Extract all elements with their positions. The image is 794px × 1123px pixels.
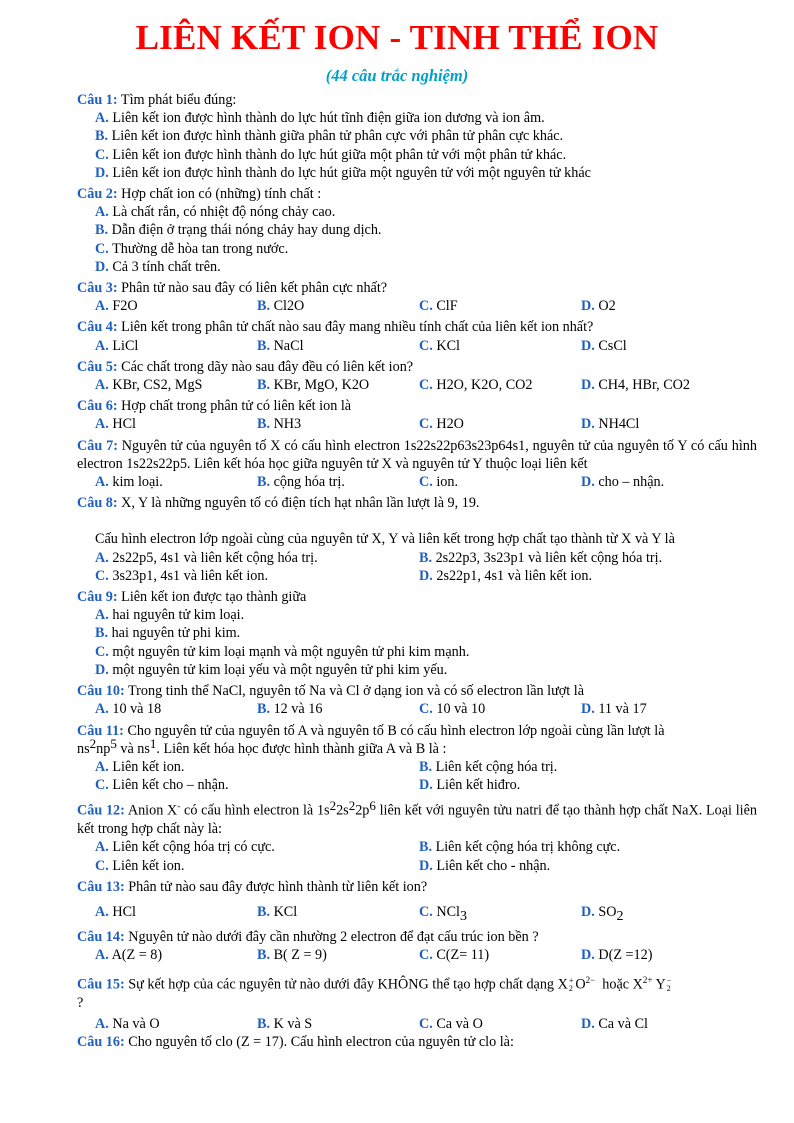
option: A. LiCl: [95, 337, 139, 354]
option: C. C(Z= 11): [419, 947, 490, 964]
option: D. Liên kết ion được hình thành do lực hút giữa một nguyên tử với một nguyên tử khác: [95, 164, 591, 181]
option: D. một nguyên tử kim loại yếu và một nguyên tử phi kim yếu.: [95, 661, 448, 678]
option: C. H2O: [419, 416, 464, 433]
option: D. Ca và Cl: [581, 1015, 648, 1032]
option: C. Liên kết ion.: [95, 857, 185, 874]
option: A. F2O: [95, 298, 138, 315]
option: D. Cả 3 tính chất trên.: [95, 258, 221, 275]
option: C. H2O, K2O, CO2: [419, 377, 533, 394]
option: C. một nguyên tử kim loại mạnh và một nguyên tử phi kim mạnh.: [95, 643, 470, 660]
option: C. KCl: [419, 337, 460, 354]
question-9: [77, 588, 757, 679]
option: B. KCl: [257, 904, 298, 921]
question-stem: Phân tử nào sau đây có liên kết phân cực nhất?: [121, 280, 388, 297]
option: A. Liên kết ion.: [95, 758, 185, 775]
option: B. B( Z = 9): [257, 947, 327, 964]
question-number: Câu 9:: [77, 589, 118, 606]
option: C. ClF: [419, 298, 458, 315]
question-stem: Trong tinh thể NaCl, nguyên tố Na và Cl ở dạng ion và có số electron lần lượt là: [128, 683, 584, 700]
option: A. 10 và 18: [95, 701, 162, 718]
question-6: [77, 397, 757, 433]
option: C. ion.: [419, 474, 459, 491]
option: D. 11 và 17: [581, 701, 647, 718]
question-14: [77, 928, 757, 964]
question-number: Câu 5:: [77, 358, 118, 375]
option: A. hai nguyên tử kim loại.: [95, 607, 245, 624]
question-number: Câu 12:: [77, 803, 125, 820]
question-8: [77, 494, 757, 585]
option: B. Cl2O: [257, 298, 305, 315]
question-stem: Cho nguyên tố clo (Z = 17). Cấu hình electron của nguyên tử clo là:: [128, 1034, 514, 1051]
option: C. Thường dễ hòa tan trong nước.: [95, 240, 289, 257]
question-stem-continued: Cấu hình electron lớp ngoài cùng của nguyên tử X, Y và liên kết trong hợp chất tạo thành từ X và Y là: [95, 531, 675, 548]
option: D. D(Z =12): [581, 947, 653, 964]
question-number: Câu 10:: [77, 683, 125, 700]
option: B. Liên kết ion được hình thành giữa phân tử phân cực với phân tử phân cực khác.: [95, 128, 564, 145]
option: B. 2s22p3, 3s23p1 và liên kết cộng hóa trị.: [419, 549, 663, 566]
option: C. Liên kết cho – nhận.: [95, 777, 229, 794]
option: D. NH4Cl: [581, 416, 640, 433]
option: B. Dẫn điện ở trạng thái nóng chảy hay dung dịch.: [95, 222, 382, 239]
option: C. NCl3: [419, 904, 467, 925]
question-stem-continued: ns2np5 và ns1. Liên kết hóa học được hình thành giữa A và B là :: [77, 735, 447, 757]
question-number: Câu 13:: [77, 878, 125, 895]
question-15: Câu 15: Sự kết hợp của các nguyên tử nào dưới đây KHÔNG thể tạo hợp chất dạng X+ 2 $O^{2-}$ hoặc $X^{2+}$ Y− 2 ? A. Na và O B. K và S C. Ca và O D. Ca và Cl: [77, 971, 757, 1033]
question-stem: Tìm phát biểu đúng:: [120, 92, 237, 108]
option: D. Liên kết hiđro.: [419, 777, 521, 794]
question-stem: Nguyên tử nào dưới đây cần nhường 2 electron để đạt cấu trúc ion bền ?: [128, 929, 539, 946]
question-1: [77, 91, 757, 182]
option: B. Liên kết cộng hóa trị.: [419, 758, 558, 775]
option: A. A(Z = 8): [95, 947, 163, 964]
question-3: [77, 279, 757, 315]
question-stem: Các chất trong dãy nào sau đây đều có liên kết ion?: [121, 358, 414, 375]
option: B. 12 và 16: [257, 701, 323, 718]
question-4: [77, 318, 757, 354]
option: D. Liên kết cho - nhận.: [419, 857, 551, 874]
option: A. Na và O: [95, 1015, 160, 1032]
question-number: Câu 16:: [77, 1034, 125, 1051]
option: B. KBr, MgO, K2O: [257, 377, 370, 394]
option: C. 3s23p1, 4s1 và liên kết ion.: [95, 567, 268, 584]
option: D. SO2: [581, 904, 624, 925]
question-number: Câu 1:: [77, 92, 118, 108]
question-number: Câu 15:: [77, 976, 125, 993]
question-number: Câu 14:: [77, 929, 125, 946]
question-stem: Hợp chất trong phân tử có liên kết ion là: [121, 398, 352, 415]
option: A. Liên kết cộng hóa trị có cực.: [95, 839, 275, 856]
question-stem: Liên kết trong phân tử chất nào sau đây mang nhiều tính chất của liên kết ion nhất?: [121, 319, 594, 336]
question-11: [77, 722, 757, 795]
question-number: Câu 8:: [77, 495, 118, 512]
option: A. KBr, CS2, MgS: [95, 377, 203, 394]
question-7: [77, 437, 757, 492]
question-5: [77, 358, 757, 394]
page-subtitle: (44 câu trắc nghiệm): [325, 66, 469, 85]
question-13: [77, 878, 757, 925]
option: A. kim loại.: [95, 474, 163, 491]
question-number: Câu 11:: [77, 722, 124, 739]
question-12: Câu 12: Anion X- có cấu hình electron là 1s22s22p6 liên kết với nguyên tửu natri để tạo thành hợp chất NaX. Loại liên kết trong hợp chất này là: A. Liên kết cộng hóa trị có cực. B. Liên kết cộng hóa trị không cực. C. Liên kết ion. D. Liên kết cho - nhận.: [77, 798, 757, 874]
question-number: Câu 2:: [77, 186, 118, 203]
option: A. Là chất rắn, có nhiệt độ nóng chảy cao.: [95, 204, 336, 221]
question-number: Câu 3:: [77, 280, 118, 297]
option: D. 2s22p1, 4s1 và liên kết ion.: [419, 567, 592, 584]
option: A. Liên kết ion được hình thành do lực hút tĩnh điện giữa ion dương và ion âm.: [95, 110, 545, 127]
question-stem: Hợp chất ion có (những) tính chất :: [121, 186, 322, 203]
option: A. 2s22p5, 4s1 và liên kết cộng hóa trị.: [95, 549, 318, 566]
question-stem: Nguyên tử của nguyên tố X có cấu hình electron 1s22s22p63s23p64s1, nguyên tử của nguyên tố Y có cấu hình electron 1s22s22p5. Liên kết hóa học giữa nguyên tử X và nguyên tử Y thuộc loại liên kết: [77, 437, 757, 472]
question-10: [77, 682, 757, 718]
page-title: LIÊN KẾT ION - TINH THỂ ION: [135, 18, 659, 57]
option: D. CsCl: [581, 337, 627, 354]
option: C. Ca và O: [419, 1015, 483, 1032]
option: C. Liên kết ion được hình thành do lực hút giữa một phân tử với một phân tử khác.: [95, 146, 567, 163]
question-16: [77, 1033, 757, 1051]
option: A. HCl: [95, 416, 136, 433]
option: B. NaCl: [257, 337, 304, 354]
option: D. cho – nhận.: [581, 474, 665, 491]
option: B. cộng hóa trị.: [257, 474, 345, 491]
option: B. hai nguyên tử phi kim.: [95, 625, 241, 642]
option: D. CH4, HBr, CO2: [581, 377, 691, 394]
question-2: [77, 185, 757, 276]
option: B. NH3: [257, 416, 302, 433]
option: C. 10 và 10: [419, 701, 486, 718]
question-stem: X, Y là những nguyên tố có điện tích hạt nhân lần lượt là 9, 19.: [121, 495, 480, 512]
question-list: [77, 91, 757, 1051]
option: B. K và S: [257, 1015, 313, 1032]
question-number: Câu 6:: [77, 398, 118, 415]
option: D. O2: [581, 298, 616, 315]
question-stem: Liên kết ion được tạo thành giữa: [121, 589, 307, 606]
option: B. Liên kết cộng hóa trị không cực.: [419, 839, 621, 856]
question-number: Câu 4:: [77, 319, 118, 336]
question-number: Câu 7:: [77, 437, 118, 454]
option: A. HCl: [95, 904, 136, 921]
question-stem: Cho nguyên tử của nguyên tố A và nguyên tố B có cấu hình electron lớp ngoài cùng lần lượt là: [127, 722, 665, 739]
question-stem: Phân tử nào sau đây được hình thành từ liên kết ion?: [128, 878, 428, 895]
